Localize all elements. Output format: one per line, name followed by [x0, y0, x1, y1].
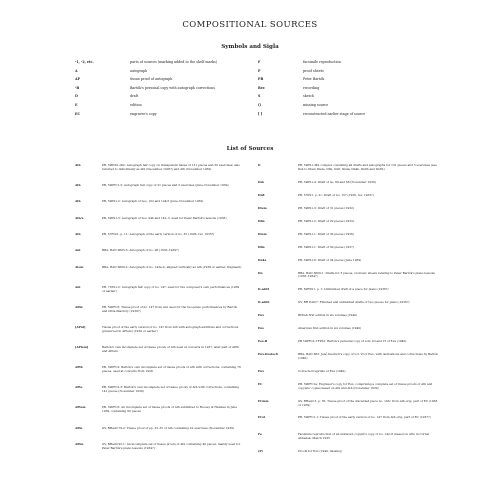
source-description: BBA, BAN 6609-1: Drafts for 3 pieces, on music sheets relating to Peter Bartók's piano lessons (1933–1934?): [298, 270, 435, 279]
source-siglum: ECst: [258, 415, 266, 420]
source-description: PB 59PFC2–TFPS1: Bartók's personal copy of vols. III and VI of Eux (1940): [298, 339, 407, 344]
source-description: American first edition in six volumes (1940): [298, 326, 362, 331]
siglum-key: [ ]: [258, 111, 263, 116]
siglum-meaning: autograph: [130, 68, 148, 73]
source-siglum: Eux: [258, 368, 264, 373]
source-siglum: Dsk: [258, 179, 265, 184]
source-siglum: [APnt]: [75, 325, 86, 329]
siglum-key: AP: [75, 77, 81, 82]
source-description: PB, 59PS1–MS complex consisting all drafts and autographs for 131 pieces and 5 exercises (see Dsk to Dtem Dlate, Dfin, Dn8, Dn4a, Dn4b, Dn8b and Dn82): [298, 163, 437, 171]
source-description: GV, BHadd 3, p. 35: Tissue proof of the discarded piece no. 145c from Ath orig. part of EC (1938 or 1939): [298, 398, 438, 407]
page-title: COMPOSITIONAL SOURCES: [182, 20, 318, 30]
siglum-meaning: missing source: [303, 103, 329, 107]
siglum-key: EC: [75, 111, 81, 116]
source-description: PB, 59PS1-4: Draft of no. 69 and 66 (November 1939): [298, 179, 376, 184]
siglum-key: E: [75, 103, 78, 107]
source-siglum: [APtem]: [75, 345, 89, 350]
siglum-key: P: [258, 68, 261, 73]
source-siglum: Dn: [258, 270, 263, 275]
source-description: PB, 59PS1-3: Autograph of nos. 94b and 142–3, used for Peter Bartók's lessons (1933): [102, 215, 227, 220]
source-description: GV, BHadd 95-1: An incomplete set of tissue proofs of Ath containing 49 pieces, mainly used for Peter Bartók's piano lessons (1934?): [102, 441, 241, 450]
source-description: PB, 59PFC2-3: Bartók's own incomplete set of tissue proofs of Ath with corrections, containing 141 pieces (November 1939): [102, 385, 240, 394]
source-description: PB, 59PS1-1: Draft of 30 pieces (1937): [298, 244, 354, 249]
source-description: PB, 57FID1, p. 1f.: Autograph of the early version of no. 81 (1926, rev. 1933?): [102, 232, 215, 237]
source-siglum: D-add2: [258, 300, 270, 305]
siglum-meaning: parts of sources (marking added to the shelf marks): [130, 60, 218, 64]
sigla-heading: Symbols and Sigla: [221, 44, 279, 50]
source-description: PB, 59PFC1-1: Tissue proof of the early version of no. 147 from Ath orig. part of EC (1937?): [298, 415, 431, 420]
source-siglum: Ees-B: [258, 339, 268, 344]
siglum-key: S: [258, 94, 261, 99]
source-siglum: D-add1: [258, 287, 270, 292]
source-siglum: Ath: [75, 232, 81, 237]
source-siglum: Dn8: [258, 192, 265, 197]
source-siglum: APtb: [75, 365, 83, 370]
source-description: PB, 59PS1-1: Draft of 30 pieces (1936): [298, 231, 354, 236]
source-description: British first edition in six volumes (1940): [298, 313, 358, 318]
source-siglum: Ath/a: [75, 215, 84, 220]
source-siglum: Dtem: [258, 231, 267, 236]
source-description: Tissue proof of the early version of no. 147 from Ath with autograph additions and corrections (preserved in APtem) (1939 or earlier): [102, 325, 239, 333]
source-siglum: Dtem: [258, 205, 267, 210]
source-description: PB, 59PS1-2: Autograph of nos. 102 and 124/3 (June–November 1939): [102, 199, 204, 204]
siglum-meaning: engraver's copy: [130, 111, 157, 116]
source-description: Bartók's own incomplete set of tissue proofs of Ath used at concerts in 1937, later part of APtb and APtem: [102, 345, 240, 353]
source-description: BBA, BAN 682: Jenő Deutsch's copy of vol. VI of Eux, with dedications and corrections by Bartók (1940): [298, 352, 438, 360]
source-description: BBA, BAN 6609-2: Autograph of no. 143a–b, aligned vertically as Ath (1939 or earlier, fragment): [102, 264, 242, 269]
source-siglum: Eux-Dostech: [258, 352, 278, 357]
siglum-key: Rec: [258, 85, 265, 90]
siglum-key: D: [75, 94, 78, 99]
source-description: PB, 60FSS1, p. 1: Unfinished draft of a piece for piano (1936?): [298, 287, 389, 292]
sources-heading: List of Sources: [226, 146, 274, 152]
source-description: PB, 59PFC1-3: Autograph fair copy of 21 pieces and 3 exercises (June–November 1939): [102, 183, 229, 188]
source-description: PB, 59PFC3: An incomplete set of tissue proofs of Ath submitted to Boosey & Hawkes in June 1939, containing 60 pieces: [102, 405, 237, 414]
source-description: BBA, BAN 6605-3: Autograph of no. 98 (1935–1939?): [102, 248, 179, 253]
siglum-key: (): [258, 103, 262, 107]
source-description: PB, 59PS1-2: Draft of 29 pieces (1933): [298, 218, 354, 223]
source-description: PB, 59PS1-8: Draft of 34 pieces (June 1939): [298, 257, 362, 262]
siglum-key: -B: [75, 85, 80, 90]
siglum-meaning: recording: [303, 85, 320, 90]
siglum-meaning: Peter Bartók: [303, 77, 325, 82]
source-siglum: Ant: [75, 248, 81, 253]
source-description: Corrected reprints of Eux (1940): [298, 368, 346, 373]
siglum-meaning: Bartók's personal copy with autograph corrections: [130, 85, 215, 90]
source-description: PB, 59PFC2: Bartók's own incomplete set of tissue proofs of Ath with corrections, containing 76 pieces, used at concerts from 1938: [102, 365, 241, 374]
source-description: GV, BHadd 79-2: Tissue proof of pp. 32–35 of Ath containing 22 exercises (November 1939): [102, 425, 235, 430]
source-siglum: APtem: [75, 405, 86, 410]
source-siglum: Ath: [75, 199, 81, 204]
siglum-meaning: tissue proof of autograph: [130, 77, 173, 82]
siglum-meaning: sketch: [303, 94, 314, 99]
siglum-meaning: draft: [130, 94, 139, 99]
source-siglum: APnu: [75, 441, 84, 446]
source-description: PB, 59PFC3: Tissue proof of no. 147 from Ant used for the two-piano performances by Bartók and Ditta Pásztory (1939?): [102, 304, 238, 313]
source-description: PB, 59PFC1a: Engraver's copy for Eux, comprising a complete set of tissue proofs of Ath and copyists' copies based on Ath and Ath (November 1939): [298, 381, 433, 390]
source-siglum: APnt: [75, 304, 83, 309]
siglum-key: -1, -2, etc.: [75, 60, 94, 64]
source-description: PB, 59PID1-ID2: Autograph fair copy on transparent tissue of 131 pieces and 30 exercises; also referred to individually as Ath (December 1926?) and Ath (November 1939): [102, 163, 240, 171]
source-siglum: EC: [258, 381, 263, 386]
siglum-meaning: proof sheets: [303, 68, 324, 73]
source-siglum: (P): [258, 449, 263, 454]
source-siglum: Eux: [258, 313, 264, 318]
source-siglum: Dfin: [258, 244, 265, 249]
source-siglum: Fa: [258, 432, 262, 437]
source-siglum: Dfin: [258, 218, 265, 223]
siglum-meaning: edition: [130, 103, 142, 107]
source-description: PB, 71PS1-2: Autograph fair copy of no. 147, used for the composer's own performances (1939 or earlier): [102, 284, 240, 293]
source-siglum: Ant: [75, 284, 81, 289]
siglum-key: F: [258, 60, 261, 64]
source-siglum: Atom: [75, 264, 84, 269]
source-description: Facsimile reproduction of an unknown copyist's copy of no. 142–8 (based on Ath) in Corbet Abhedek, March 1935: [298, 432, 430, 441]
source-siglum: APte: [75, 385, 83, 390]
source-siglum: D: [258, 163, 261, 167]
source-description: GV, BH EA6/7: Finished and unfinished drafts of two pieces for piano (1926?): [298, 300, 410, 305]
source-siglum: ECmm: [258, 398, 269, 403]
source-description: PB, 59PS1-3: Draft of 31 pieces (1932): [298, 205, 354, 210]
siglum-meaning: facsimile reproduction: [303, 60, 341, 64]
source-siglum: Dn4a: [258, 257, 267, 262]
siglum-meaning: reconstructed earlier stage of source: [303, 111, 366, 116]
siglum-key: PB: [258, 77, 264, 82]
siglum-key: A: [75, 68, 78, 73]
source-description: Proofs for Eux (1940, missing): [298, 449, 342, 454]
source-description: PB, 57PS1, p. 2c: Draft of no. 137 (1926, rev. 1933?): [298, 192, 374, 197]
source-siglum: APm: [75, 425, 83, 430]
source-siglum: Ath: [75, 163, 81, 167]
source-siglum: Ath: [75, 183, 81, 188]
source-siglum: Eus: [258, 326, 264, 331]
